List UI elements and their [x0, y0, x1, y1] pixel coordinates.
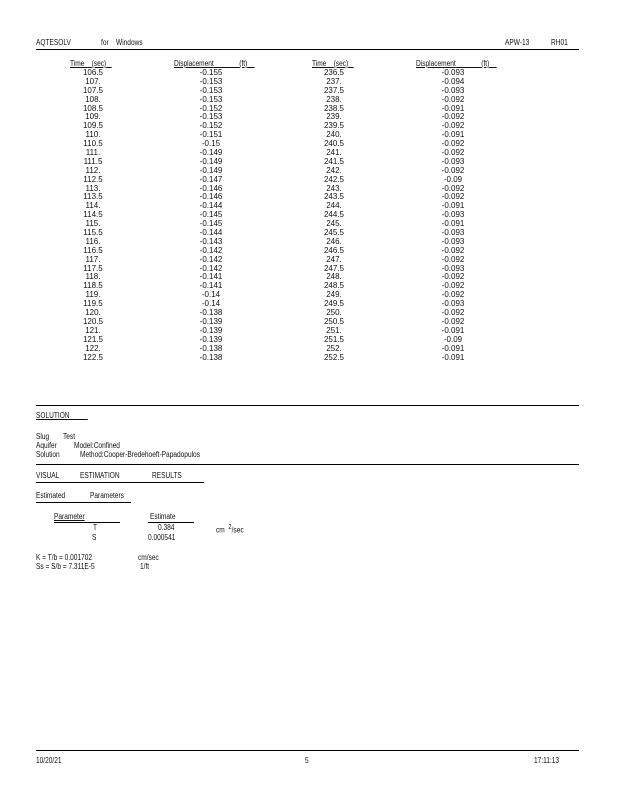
time-cell: 236.5 — [323, 68, 345, 77]
displacement-cell: -0.092 — [441, 308, 465, 318]
displacement-cell: -0.149 — [199, 165, 223, 175]
test-id: RH01 — [551, 38, 568, 47]
time-cell: 248. — [326, 272, 342, 282]
time-cell: 107. — [85, 76, 101, 86]
displacement-cell: -0.092 — [441, 94, 465, 104]
derived-ss-unit: 1/ft — [140, 562, 150, 571]
left-time-column — [78, 69, 108, 362]
time-cell: 250. — [326, 308, 342, 318]
time-cell: 109.5 — [82, 121, 104, 131]
displacement-cell: -0.151 — [199, 130, 223, 140]
time-cell: 109. — [85, 112, 101, 122]
displacement-cell: -0.139 — [199, 325, 223, 335]
displacement-cell: -0.094 — [441, 76, 465, 86]
displacement-cell: -0.155 — [199, 68, 223, 77]
displacement-cell: -0.09 — [443, 174, 463, 184]
displacement-cell: -0.093 — [441, 299, 465, 309]
time-cell: 246.5 — [323, 245, 345, 255]
time-cell: 118.5 — [83, 281, 103, 291]
solution-heading: SOLUTION — [36, 411, 70, 420]
time-cell: 114.5 — [83, 210, 103, 220]
displacement-cell: -0.139 — [199, 334, 223, 344]
right-time-header: Time (sec) — [312, 59, 349, 68]
time-cell: 240. — [326, 130, 342, 140]
visual-heading-2: ESTIMATION — [80, 471, 120, 480]
time-cell: 250.5 — [323, 316, 345, 326]
displacement-cell: -0.141 — [199, 272, 223, 282]
right-time-column — [319, 69, 349, 362]
time-cell: 120.5 — [82, 316, 104, 326]
derived-k: K = T/b = 0.001702 — [36, 553, 93, 562]
time-cell: 239. — [326, 112, 342, 122]
well-id: APW-13 — [505, 38, 530, 47]
solution-row: Solution — [36, 450, 60, 459]
displacement-cell: -0.093 — [441, 263, 465, 273]
time-cell: 110.5 — [83, 139, 103, 149]
param-name: S — [92, 533, 97, 542]
displacement-cell: -0.093 — [441, 156, 465, 166]
displacement-cell: -0.15 — [201, 139, 221, 149]
displacement-cell: -0.092 — [441, 245, 465, 255]
displacement-cell: -0.153 — [199, 85, 223, 95]
time-cell: 240.5 — [323, 139, 345, 149]
time-cell: 110. — [85, 130, 101, 140]
left-displacement-column — [196, 69, 226, 362]
displacement-cell: -0.092 — [441, 192, 465, 202]
displacement-cell: -0.091 — [441, 130, 465, 140]
displacement-cell: -0.138 — [199, 308, 223, 318]
displacement-cell: -0.093 — [441, 236, 465, 246]
time-cell: 249. — [326, 290, 342, 300]
time-cell: 115.5 — [83, 228, 103, 238]
header-platform: Windows — [116, 38, 143, 47]
footer-rule — [36, 750, 579, 751]
displacement-cell: -0.145 — [199, 210, 223, 220]
solution-row-value: Method:Cooper-Bredehoeft-Papadopulos — [80, 450, 200, 459]
time-cell: 241.5 — [323, 156, 345, 166]
displacement-cell: -0.142 — [199, 245, 223, 255]
header-for-text: for — [101, 38, 109, 47]
displacement-cell: -0.093 — [441, 68, 465, 77]
time-cell: 112.5 — [83, 174, 103, 184]
displacement-cell: -0.091 — [441, 103, 465, 113]
time-cell: 117. — [85, 254, 101, 264]
displacement-cell: -0.153 — [199, 112, 223, 122]
displacement-cell: -0.144 — [199, 201, 223, 211]
time-cell: 118. — [85, 272, 101, 282]
time-cell: 108.5 — [82, 103, 104, 113]
time-cell: 237. — [326, 76, 342, 86]
displacement-cell: -0.092 — [441, 254, 465, 264]
time-cell: 115. — [85, 219, 101, 229]
derived-ss: Ss = S/b = 7.311E-5 — [36, 562, 95, 571]
time-cell: 114. — [85, 201, 101, 211]
displacement-cell: -0.092 — [441, 112, 465, 122]
solution-row-value: Test — [63, 432, 76, 441]
displacement-cell: -0.092 — [441, 183, 465, 193]
displacement-cell: -0.09 — [443, 334, 463, 344]
displacement-cell: -0.146 — [199, 192, 223, 202]
time-cell: 119. — [85, 290, 101, 300]
solution-row: Slug — [36, 432, 50, 441]
time-cell: 107.5 — [82, 85, 104, 95]
time-cell: 116. — [85, 236, 101, 246]
displacement-cell: -0.152 — [199, 103, 223, 113]
time-cell: 242. — [326, 165, 342, 175]
time-cell: 247.5 — [323, 263, 345, 273]
displacement-cell: -0.093 — [441, 228, 465, 238]
time-cell: 111. — [85, 148, 101, 158]
displacement-cell: -0.141 — [199, 281, 223, 291]
time-cell: 244. — [326, 201, 342, 211]
time-cell: 113. — [85, 183, 101, 193]
time-cell: 122.5 — [82, 352, 104, 362]
displacement-cell: -0.092 — [441, 272, 465, 282]
param-name: T — [93, 523, 98, 532]
time-cell: 246. — [326, 236, 342, 246]
displacement-cell: -0.092 — [441, 121, 465, 131]
time-cell: 252.5 — [323, 352, 345, 362]
time-cell: 117.5 — [83, 263, 103, 273]
displacement-cell: -0.14 — [201, 299, 221, 309]
displacement-cell: -0.145 — [199, 219, 223, 229]
param-value: 0.000541 — [148, 533, 176, 542]
time-cell: 121. — [85, 325, 101, 335]
time-cell: 121.5 — [82, 334, 104, 344]
displacement-cell: -0.153 — [199, 76, 223, 86]
displacement-cell: -0.093 — [441, 210, 465, 220]
time-cell: 241. — [326, 148, 342, 158]
displacement-cell: -0.092 — [441, 316, 465, 326]
displacement-cell: -0.149 — [199, 156, 223, 166]
time-cell: 252. — [326, 343, 342, 353]
visual-heading-3: RESULTS — [152, 471, 182, 480]
time-cell: 247. — [326, 254, 342, 264]
time-cell: 111.5 — [83, 156, 103, 166]
displacement-cell: -0.139 — [199, 316, 223, 326]
time-cell: 238. — [326, 94, 342, 104]
time-cell: 238.5 — [323, 103, 345, 113]
displacement-cell: -0.091 — [441, 343, 465, 353]
displacement-cell: -0.138 — [199, 343, 223, 353]
displacement-cell: -0.091 — [441, 325, 465, 335]
displacement-cell: -0.153 — [199, 94, 223, 104]
displacement-cell: -0.092 — [441, 139, 465, 149]
displacement-cell: -0.138 — [199, 352, 223, 362]
param-col-header: Parameter — [54, 512, 85, 521]
displacement-cell: -0.091 — [441, 201, 465, 211]
displacement-cell: -0.14 — [201, 290, 221, 300]
time-cell: 251.5 — [323, 334, 345, 344]
estimate-col-header: Estimate — [150, 512, 176, 521]
time-cell: 120. — [85, 308, 101, 318]
app-name: AQTESOLV — [36, 38, 71, 47]
estimated-subheading-1: Estimated — [36, 491, 66, 500]
displacement-cell: -0.149 — [199, 148, 223, 158]
time-cell: 119.5 — [83, 299, 103, 309]
time-cell: 113.5 — [83, 192, 103, 202]
solution-row: Aquifer — [36, 441, 57, 450]
displacement-cell: -0.142 — [199, 254, 223, 264]
displacement-cell: -0.142 — [199, 263, 223, 273]
header-rule — [36, 49, 579, 50]
param-col-underline — [54, 522, 120, 523]
displacement-cell: -0.092 — [441, 281, 465, 291]
visual-heading-1: VISUAL — [36, 471, 60, 480]
time-cell: 237.5 — [323, 85, 345, 95]
right-disp-header: Displacement (ft) — [416, 59, 490, 68]
time-cell: 249.5 — [323, 299, 345, 309]
displacement-cell: -0.091 — [441, 352, 465, 362]
time-cell: 122. — [85, 343, 101, 353]
time-cell: 106.5 — [82, 68, 104, 77]
displacement-cell: -0.146 — [199, 183, 223, 193]
time-cell: 245. — [326, 219, 342, 229]
time-cell: 243.5 — [323, 192, 345, 202]
displacement-cell: -0.092 — [441, 148, 465, 158]
displacement-cell: -0.091 — [441, 219, 465, 229]
left-time-header: Time (sec) — [70, 59, 107, 68]
param-unit: cm $^2$/sec — [216, 524, 244, 535]
time-cell: 245.5 — [323, 228, 345, 238]
solution-bottom-rule — [36, 464, 579, 465]
time-cell: 112. — [85, 165, 101, 175]
displacement-cell: -0.092 — [441, 165, 465, 175]
visual-heading-underline — [36, 482, 204, 483]
param-value: 0.384 — [158, 523, 175, 532]
displacement-cell: -0.092 — [441, 290, 465, 300]
time-cell: 108. — [85, 94, 101, 104]
displacement-cell: -0.152 — [199, 121, 223, 131]
time-cell: 244.5 — [323, 210, 345, 220]
footer-date: 10/20/21 — [36, 756, 62, 765]
estimated-subheading-2: Parameters — [90, 491, 124, 500]
displacement-cell: -0.143 — [199, 236, 223, 246]
time-cell: 116.5 — [83, 245, 103, 255]
time-cell: 243. — [326, 183, 342, 193]
left-disp-header: Displacement (ft) — [174, 59, 248, 68]
estimated-underline — [36, 502, 131, 503]
solution-row-value: Model:Confined — [74, 441, 120, 450]
table-bottom-rule — [36, 405, 579, 406]
derived-k-unit: cm/sec — [138, 553, 159, 562]
page-number: 5 — [305, 756, 309, 765]
time-cell: 239.5 — [323, 121, 345, 131]
footer-time: 17:11:13 — [534, 756, 560, 765]
right-displacement-column — [438, 69, 468, 362]
displacement-cell: -0.147 — [199, 174, 223, 184]
displacement-cell: -0.093 — [441, 85, 465, 95]
displacement-cell: -0.144 — [199, 228, 223, 238]
time-cell: 251. — [326, 325, 342, 335]
time-cell: 248.5 — [323, 281, 345, 291]
time-cell: 242.5 — [323, 174, 345, 184]
